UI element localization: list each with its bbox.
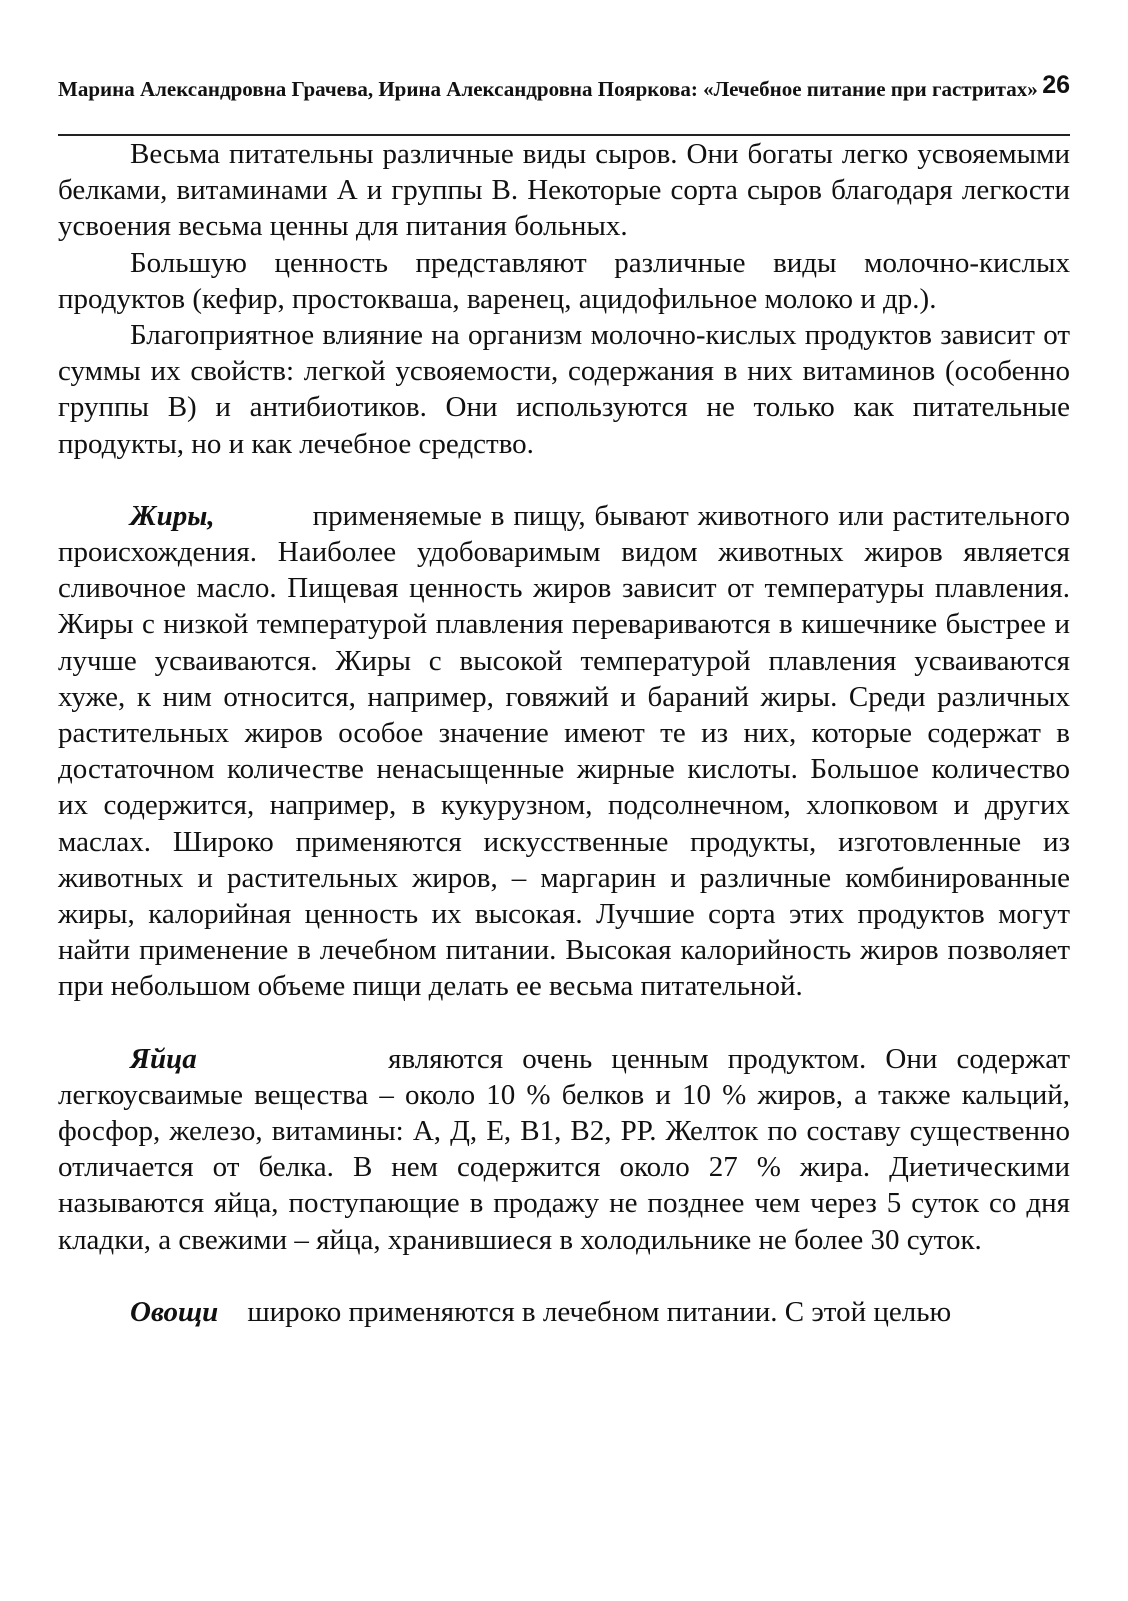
paragraph-dairy-benefits: Благоприятное влияние на организм молочно-кислых продуктов зависит от суммы их свойств: легкой усвояемости, содержания в них витаминов (особенно группы В) и антибиотиков. Они используются не только как питательные продукты, но и как лечебное средство. xyxy=(58,319,1070,460)
term-eggs: Яйца xyxy=(130,1042,197,1075)
paragraph-vegetables xyxy=(58,1294,1070,1330)
paragraph-dairy: Большую ценность представляют различные виды молочно-кислых продуктов (кефир, простокваша, варенец, ацидофильное молоко и др.). xyxy=(58,246,1070,315)
paragraph-fats xyxy=(58,498,1070,1005)
page-body xyxy=(58,136,1070,1330)
page-header xyxy=(58,72,1070,136)
text-fats: применяемые в пищу, бывают животного или растительного происхождения. Наиболее удобоваримым видом животных жиров является сливочное масло. Пищевая ценность жиров зависит от температуры плавления. Жиры с низкой температурой плавления перевариваются в кишечнике быстрее и лучше усваиваются. Жиры с высокой температурой плавления усваиваются хуже, к ним относится, например, говяжий и бараний жиры. Среди различных растительных жиров особое значение имеют те из них, которые содержат в достаточном количестве ненасыщенные жирные кислоты. Большое количество их содержится, например, в кукурузном, подсолнечном, хлопковом и других маслах. Широко применяются искусственные продукты, изготовленные из животных и растительных жиров, – маргарин и различные комбинированные жиры, калорийная ценность их высокая. Лучшие сорта этих продуктов могут найти применение в лечебном питании. Высокая калорийность жиров позволяет при небольшом объеме пищи делать ее весьма питательной. xyxy=(58,499,1071,1003)
term-fats: Жиры, xyxy=(130,499,215,532)
paragraph-cheese: Весьма питательны различные виды сыров. Они богаты легко усвояемыми белками, витаминами А и группы В. Некоторые сорта сыров благодаря легкости усвоения весьма ценны для питания больных. xyxy=(58,138,1070,243)
paragraph-eggs xyxy=(58,1041,1070,1258)
book-title: Марина Александровна Грачева, Ирина Александровна Пояркова: «Лечебное питание при гастритах» xyxy=(58,77,1038,101)
page-number: 26 xyxy=(1042,71,1070,99)
text-eggs: являются очень ценным продуктом. Они содержат легкоусваимые вещества – около 10 % белков и 10 % жиров, а также кальций, фосфор, железо, витамины: А, Д, Е, В1, В2, РР. Желток по составу существенно отличается от белка. В нем содержится около 27 % жира. Диетическими называются яйца, поступающие в продажу не позднее чем через 5 суток со дня кладки, а свежими – яйца, хранившиеся в холодильнике не более 30 суток. xyxy=(58,1042,1070,1256)
term-vegetables: Овощи xyxy=(130,1295,219,1328)
text-vegetables: широко применяются в лечебном питании. С этой целью xyxy=(247,1295,952,1328)
